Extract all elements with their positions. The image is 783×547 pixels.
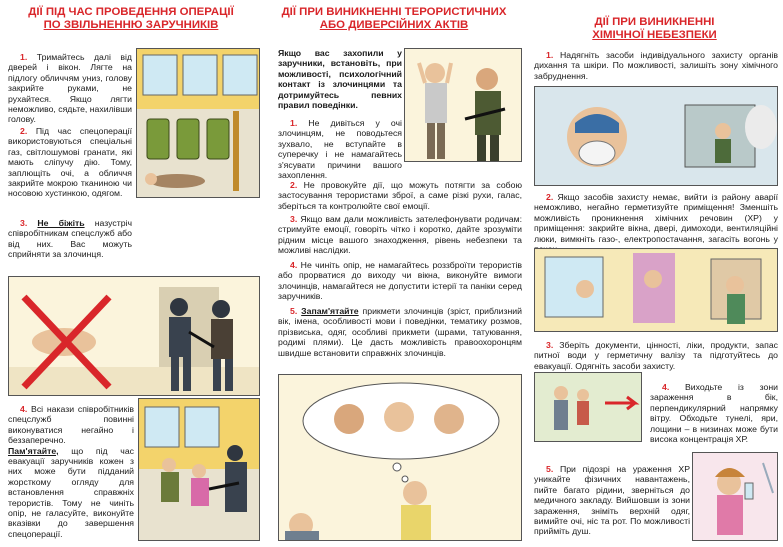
column-chemical-danger [526, 0, 783, 547]
special-forces-illustration [8, 276, 260, 396]
paragraph-1: 1. Надягніть засоби індивідуального захисту органів дихання та шкіри. По можливості, залишіть зону хімічного забруднення. [534, 50, 778, 81]
paragraph-5: 5. Запам'ятайте прикмети злочинців (зріст, приблизний вік, імена, особливості мови і поведінки, тематику розмов, прізвиська, одяг, особливі прикмети (шрами, татуювання, родимі плями). Це дасть можливість правоохоронцям швидше встановити справжніх злочинців. [278, 306, 522, 358]
column-title: ДІЇ ПРИ ВИНИКНЕННІ ХІМІЧНОЇ НЕБЕЗПЕКИ [592, 16, 717, 41]
column-hostage-rescue [0, 0, 262, 547]
sealing-room-illustration [534, 248, 778, 332]
bus-interior-illustration [136, 48, 260, 198]
paragraph-5: 5. При підозрі на ураження ХР уникайте фізичних навантажень, пийте багато рідини, зверніться до медичного закладу. Вийшовши із зони зараження, зніміть верхній одяг, вимийте очі, ніс та рот. По можливості прийміть душ. [534, 464, 690, 537]
paragraph-3: 3. Зберіть документи, цінності, ліки, продукти, запас питної води у герметичну валізу та підготуйтесь до евакуації. Одягніть засоби захисту. [534, 340, 778, 371]
paragraph-4: 4. Не чиніть опір, не намагайтесь роззброїти терористів або прорватися до виходу чи вікна, виконуйте вимоги злочинців, намагайтеся не допустити істерії та паніки серед заручників. [278, 260, 522, 302]
column-title: ДІЇ ПІД ЧАС ПРОВЕДЕННЯ ОПЕРАЦІЇ ПО ЗВІЛЬНЕННЮ ЗАРУЧНИКІВ [28, 6, 234, 31]
paragraph-2: 2. Якщо засобів захисту немає, вийти із району аварії неможливо, негайно герметизуйте приміщення! Зменшіть можливість проникнення хімічних речовин (ХР) у приміщення: закрийте вікна, двері, димоходи, вентиляційні люки, вимкніть газо-, електропостачання, загасіть вогонь у [534, 192, 778, 244]
paragraph-1: 1. Не дивіться у очі злочинцям, не поводьтеся зухвало, не вступайте в суперечку і не намагайтесь з'ясувати причини вашого захоплення. [278, 118, 402, 181]
paragraph-4: 4. Виходьте із зони зараження в бік, перпендикулярний напрямку вітру. Обходьте тунелі, яри, лощини – в низинах може бути висока концентрація ХР. [650, 382, 778, 445]
paragraph-2: 2. Не провокуйте дії, що можуть потягти за собою застосування терористами зброї, а саме різкі рухи, галас, зберіться та контролюйте свої емоції. [278, 180, 522, 211]
column-title: ДІЇ ПРИ ВИНИКНЕННІ ТЕРОРИСТИЧНИХ АБО ДИВЕРСІЙНИХ АКТІВ [281, 6, 507, 31]
remembering-suspects-illustration [278, 374, 522, 541]
evacuation-bus-illustration [138, 398, 260, 541]
intro-paragraph: Якщо вас захопили у заручники, встановіть, при можливості, психологічний контакт із злочинцями та дотримуйтесь певних правил поведінки. [278, 48, 402, 111]
hostage-and-terrorist-illustration [404, 48, 522, 162]
paragraph-3: 3. Якщо вам дали можливість зателефонувати родичам: стримуйте емоції, говоріть чітко і коротко, дайте зрозуміти рідним місце вашого знаходження, рівень небезпеки та можливі наслідки. [278, 214, 522, 256]
evacuation-wind-illustration [534, 372, 642, 442]
paragraph-2: 2. Під час спецоперації використовуються спеціальні газ, світлошумові гранати, які мають сліпучу дію. Тому, заплющіть очі, а обличчя закрийте мокрою тканиною чи носовою хустинкою, одягом. [8, 126, 132, 199]
drinking-water-illustration [692, 452, 778, 541]
paragraph-4: 4. Всі накази співробітників спецслужб повинні виконуватися негайно і беззаперечно. Пам'ятайте, що під час евакуації заручників кожен з них може бути підданий жорсткому огляду для встановлення справжніх терористів. Тому не чиніть опір, не галасуйте, виконуйте вказівки до завершення спецоперації. [8, 404, 134, 539]
gas-mask-illustration [534, 86, 778, 186]
column-terrorist-acts [264, 0, 524, 547]
paragraph-1: 1. Тримайтесь далі від дверей і вікон. Лягте на підлогу обличчям униз, голову закрийте руками, не рухайтеся. Якщо лягти неможливо, сядьте, нахилівши голову. [8, 52, 133, 125]
paragraph-3: 3. Не біжіть назустріч співробітникам спецслужб або від них. Вас можуть сприйняти за злочинця. [8, 218, 132, 260]
